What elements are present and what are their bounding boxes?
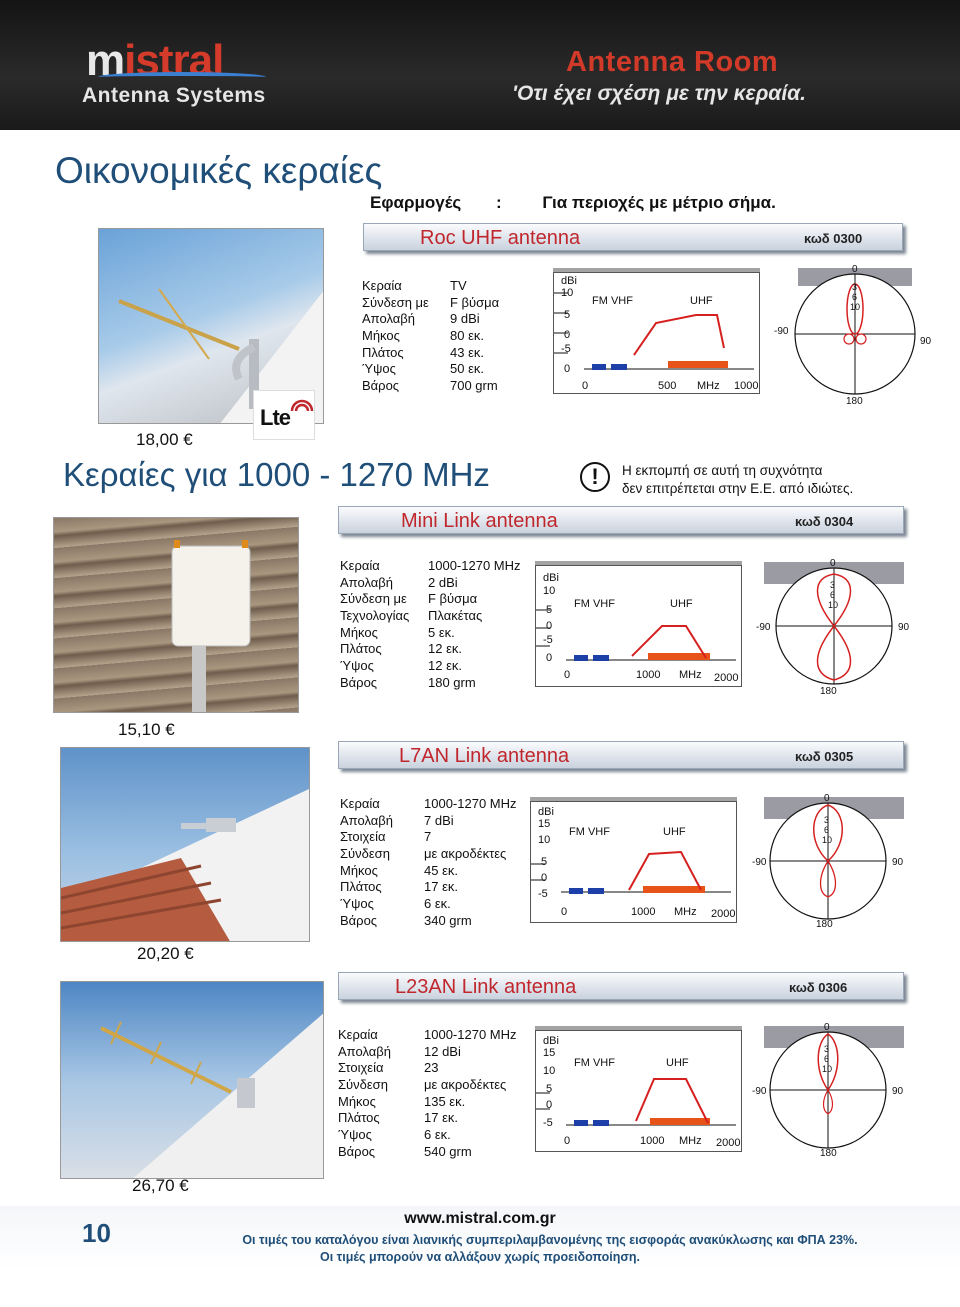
spec-label: Στοιχεία bbox=[338, 1060, 384, 1076]
product-bar-0306 bbox=[338, 972, 904, 1000]
chart-plot bbox=[531, 802, 738, 924]
polar-ring-10: 10 bbox=[850, 302, 861, 312]
chart-x-label: MHz bbox=[697, 380, 720, 392]
polar-ring-10: 10 bbox=[828, 600, 839, 610]
polar-label-0: 0 bbox=[830, 558, 836, 569]
spec-label: Ύψος bbox=[362, 361, 396, 377]
chart-band-label: UHF bbox=[663, 826, 686, 838]
chart-x-label: 1000 bbox=[631, 906, 656, 918]
chart-x-label: MHz bbox=[679, 669, 702, 681]
product-name: L23AN Link antenna bbox=[395, 976, 577, 998]
application-line bbox=[370, 193, 776, 213]
polar-label-0: 0 bbox=[824, 1022, 830, 1033]
spec-label: Βάρος bbox=[340, 674, 378, 690]
spec-value: 7 dBi bbox=[424, 812, 454, 828]
spec-label: Σύνδεση bbox=[338, 1077, 388, 1093]
spec-label: Μήκος bbox=[340, 862, 378, 878]
polar-ring-6: 6 bbox=[824, 825, 830, 835]
chart-x-label: 0 bbox=[564, 669, 571, 681]
warning-line-1: Η εκπομπή σε αυτή τη συχνότητα bbox=[622, 463, 823, 478]
header-banner bbox=[0, 0, 960, 130]
chart-y-label: 10 bbox=[561, 287, 574, 299]
spec-value: με ακροδέκτες bbox=[424, 846, 507, 862]
spec-value: 45 εκ. bbox=[424, 862, 458, 878]
chart-y-label: -5 bbox=[538, 888, 548, 900]
uhf-band-marker bbox=[668, 361, 728, 368]
spec-label: Πλάτος bbox=[338, 1110, 380, 1126]
chart-x-label: 0 bbox=[561, 906, 568, 918]
specs-0306 bbox=[338, 1027, 517, 1161]
chart-y-unit: dBi bbox=[561, 275, 577, 287]
chart-y-label: 10 bbox=[543, 585, 556, 597]
chart-band-label: UHF bbox=[670, 598, 693, 610]
chart-y-label: 0 bbox=[546, 652, 553, 664]
chart-x-label: 1000 bbox=[640, 1135, 665, 1147]
spec-label: Κεραία bbox=[340, 558, 380, 573]
spec-label: Σύνδεση με bbox=[362, 294, 429, 310]
polar-label-right: 90 bbox=[892, 857, 904, 868]
spec-value: 1000-1270 MHz bbox=[424, 1027, 517, 1042]
chart-y-label: 5 bbox=[564, 309, 571, 321]
polar-label-bottom: 180 bbox=[820, 686, 837, 697]
chart-plot bbox=[554, 273, 761, 395]
fm-band-marker bbox=[569, 888, 583, 894]
logo-m: m bbox=[86, 36, 125, 85]
spec-label: Κεραία bbox=[338, 1027, 378, 1042]
chart-y-label: 10 bbox=[543, 1065, 556, 1077]
polar-label-left: -90 bbox=[752, 1086, 767, 1097]
spec-label: Μήκος bbox=[340, 624, 378, 640]
chart-band-label: FM VHF bbox=[592, 295, 633, 307]
chart-band-label: FM VHF bbox=[569, 826, 610, 838]
spec-value: Πλακέτας bbox=[428, 608, 483, 624]
polar-ring-3: 3 bbox=[830, 580, 836, 590]
lte-logo-text: Lte bbox=[260, 405, 290, 430]
spec-label: Πλάτος bbox=[340, 641, 382, 657]
spec-value: 12 εκ. bbox=[428, 641, 462, 657]
polar-0305 bbox=[752, 793, 922, 933]
chart-x-label: 0 bbox=[582, 380, 589, 392]
specs-0304 bbox=[340, 558, 521, 692]
chart-y-label: 5 bbox=[541, 856, 548, 868]
polar-ring-10: 10 bbox=[822, 835, 833, 845]
spec-label: Πλάτος bbox=[340, 879, 382, 895]
vhf-band-marker bbox=[611, 364, 627, 370]
polar-label-bottom: 180 bbox=[816, 919, 833, 930]
spec-value: 17 εκ. bbox=[424, 879, 458, 895]
spec-value: 1000-1270 MHz bbox=[424, 796, 517, 811]
chart-x-label: 500 bbox=[658, 380, 677, 392]
chart-plot bbox=[536, 1031, 743, 1153]
spec-value: 12 εκ. bbox=[428, 658, 462, 674]
spec-value: 135 εκ. bbox=[424, 1093, 466, 1109]
chart-y-label: 15 bbox=[543, 1047, 556, 1059]
polar-label-0: 0 bbox=[824, 793, 830, 804]
spec-label: Απολαβή bbox=[338, 1043, 391, 1059]
spec-value: 1000-1270 MHz bbox=[428, 558, 521, 573]
chart-x-label: 0 bbox=[564, 1135, 571, 1147]
spec-value: F βύσμα bbox=[450, 294, 500, 310]
polar-label-right: 90 bbox=[892, 1086, 904, 1097]
price-0300: 18,00 € bbox=[136, 430, 193, 449]
spec-value: 43 εκ. bbox=[450, 344, 484, 360]
gain-chart-0304 bbox=[535, 565, 742, 687]
polar-ring-6: 6 bbox=[852, 292, 858, 302]
product-code: κωδ 0306 bbox=[789, 980, 848, 995]
product-code: κωδ 0304 bbox=[795, 514, 854, 529]
spec-value: 80 εκ. bbox=[450, 328, 484, 344]
spec-value: 50 εκ. bbox=[450, 361, 484, 377]
chart-y-unit: dBi bbox=[538, 806, 554, 818]
chart-y-label: -5 bbox=[543, 1117, 553, 1129]
logo-subtitle: Antenna Systems bbox=[82, 84, 266, 107]
chart-x-label: 2000 bbox=[714, 672, 739, 684]
specs-0305 bbox=[340, 796, 517, 930]
warning-icon: ! bbox=[580, 462, 610, 492]
spec-label: Πλάτος bbox=[362, 344, 404, 360]
polar-ring-10: 10 bbox=[822, 1064, 833, 1074]
spec-label: Μήκος bbox=[338, 1093, 376, 1109]
product-code: κωδ 0300 bbox=[804, 231, 863, 246]
chart-x-label: 2000 bbox=[711, 908, 736, 920]
spec-label: Ύψος bbox=[340, 658, 374, 674]
polar-label-bottom: 180 bbox=[846, 396, 863, 407]
lte-logo bbox=[253, 390, 315, 440]
spec-value: 9 dBi bbox=[450, 311, 480, 327]
spec-value: 340 grm bbox=[424, 912, 472, 928]
uhf-band-marker bbox=[648, 653, 710, 660]
polar-label-left: -90 bbox=[774, 326, 789, 337]
header-title: Antenna Room bbox=[566, 46, 779, 78]
spec-label: Βάρος bbox=[338, 1143, 376, 1159]
specs-0300 bbox=[362, 278, 499, 395]
spec-label: Απολαβή bbox=[340, 574, 393, 590]
chart-y-unit: dBi bbox=[543, 572, 559, 584]
polar-ring-3: 3 bbox=[852, 282, 858, 292]
polar-label-left: -90 bbox=[756, 622, 771, 633]
spec-value: 7 bbox=[424, 829, 432, 845]
section-title-1000-1270: Κεραίες για 1000 - 1270 MHz bbox=[63, 456, 490, 493]
spec-value: TV bbox=[450, 278, 467, 293]
chart-x-label: 2000 bbox=[716, 1137, 741, 1149]
signal-arcs-icon bbox=[290, 395, 314, 413]
uhf-band-marker bbox=[643, 886, 705, 893]
vhf-band-marker bbox=[593, 655, 609, 661]
polar-label-right: 90 bbox=[920, 336, 932, 347]
spec-label: Τεχνολογίας bbox=[340, 608, 410, 624]
footer-note-2: Οι τιμές μπορούν να αλλάξουν χωρίς προειδοποίηση. bbox=[319, 1250, 641, 1264]
gain-curve bbox=[629, 852, 701, 890]
page-number: 10 bbox=[82, 1218, 111, 1248]
spec-label: Βάρος bbox=[362, 378, 400, 394]
chart-x-label: MHz bbox=[679, 1135, 702, 1147]
application-sep: : bbox=[495, 193, 502, 212]
product-bar-0305 bbox=[338, 741, 904, 769]
spec-value: 540 grm bbox=[424, 1143, 472, 1159]
spec-label: Ύψος bbox=[340, 896, 374, 912]
polar-ring-6: 6 bbox=[824, 1054, 830, 1064]
chart-band-label: FM VHF bbox=[574, 1057, 615, 1069]
polar-0306 bbox=[752, 1022, 922, 1162]
spec-label: Βάρος bbox=[340, 912, 378, 928]
spec-label: Μήκος bbox=[362, 328, 400, 344]
price-0304: 15,10 € bbox=[118, 720, 175, 739]
spec-value: 5 εκ. bbox=[428, 624, 455, 640]
application-label: Εφαρμογές bbox=[370, 193, 462, 212]
product-name: Mini Link antenna bbox=[401, 510, 558, 532]
polar-label-bottom: 180 bbox=[820, 1148, 837, 1159]
chart-band-label: UHF bbox=[666, 1057, 689, 1069]
price-0306: 26,70 € bbox=[132, 1176, 189, 1195]
chart-y-label: 0 bbox=[564, 329, 571, 341]
product-code: κωδ 0305 bbox=[795, 749, 854, 764]
spec-label: Κεραία bbox=[340, 796, 380, 811]
polar-label-left: -90 bbox=[752, 857, 767, 868]
chart-band-label: UHF bbox=[690, 295, 713, 307]
spec-value: με ακροδέκτες bbox=[424, 1077, 507, 1093]
polar-ring-3: 3 bbox=[824, 815, 830, 825]
uhf-band-marker bbox=[650, 1118, 710, 1125]
product-name: Roc UHF antenna bbox=[420, 227, 581, 249]
spec-value: 180 grm bbox=[428, 674, 476, 690]
polar-0300 bbox=[770, 264, 940, 408]
logo-swoosh-icon bbox=[98, 72, 266, 82]
chart-y-label: -5 bbox=[561, 343, 571, 355]
polar-label-0: 0 bbox=[852, 264, 858, 275]
spec-value: 23 bbox=[424, 1060, 439, 1076]
spec-value: F βύσμα bbox=[428, 591, 478, 607]
spec-label: Απολαβή bbox=[340, 812, 393, 828]
product-photo-l7an bbox=[60, 747, 310, 942]
spec-label: Ύψος bbox=[338, 1127, 372, 1143]
polar-label-right: 90 bbox=[898, 622, 910, 633]
fm-band-marker bbox=[592, 364, 606, 370]
product-bar-0300 bbox=[363, 223, 903, 251]
chart-x-label: 1000 bbox=[734, 380, 759, 392]
gain-curve bbox=[634, 315, 724, 355]
product-name: L7AN Link antenna bbox=[399, 745, 570, 767]
product-photo-l23an bbox=[60, 981, 324, 1179]
chart-y-label: 10 bbox=[538, 834, 551, 846]
page-title: Οικονομικές κεραίες bbox=[55, 150, 383, 191]
product-bar-0304 bbox=[338, 506, 904, 534]
chart-y-label: 5 bbox=[546, 604, 553, 616]
chart-band-label: FM VHF bbox=[574, 598, 615, 610]
chart-y-label: 15 bbox=[538, 818, 551, 830]
spec-value: 6 εκ. bbox=[424, 896, 451, 912]
chart-plot bbox=[536, 566, 743, 688]
spec-value: 6 εκ. bbox=[424, 1127, 451, 1143]
product-photo-minilink bbox=[53, 517, 299, 713]
spec-label: Σύνδεση με bbox=[340, 591, 407, 607]
spec-label: Στοιχεία bbox=[340, 829, 386, 845]
header-subtitle: 'Οτι έχει σχέση με την κεραία. bbox=[512, 82, 807, 105]
logo-rest: istral bbox=[124, 36, 224, 85]
polar-0304 bbox=[752, 558, 922, 698]
spec-value: 12 dBi bbox=[424, 1043, 461, 1059]
gain-chart-0306 bbox=[535, 1030, 742, 1152]
vhf-band-marker bbox=[588, 888, 604, 894]
spec-value: 2 dBi bbox=[428, 574, 458, 590]
chart-y-label: 5 bbox=[546, 1083, 553, 1095]
spec-label: Σύνδεση bbox=[340, 846, 390, 862]
spec-label: Απολαβή bbox=[362, 311, 415, 327]
chart-y-unit: dBi bbox=[543, 1035, 559, 1047]
chart-y-label: 0 bbox=[541, 872, 548, 884]
chart-x-label: MHz bbox=[674, 906, 697, 918]
gain-chart-0300 bbox=[553, 272, 760, 394]
chart-y-label: -5 bbox=[543, 634, 553, 646]
vhf-band-marker bbox=[593, 1120, 609, 1126]
warning-line-2: δεν επιτρέπεται στην Ε.Ε. από ιδιώτες. bbox=[622, 481, 854, 496]
chart-y-label: 0 bbox=[564, 363, 571, 375]
gain-curve bbox=[636, 1079, 708, 1123]
price-0305: 20,20 € bbox=[137, 944, 194, 963]
footer-note-1: Οι τιμές του καταλόγου είναι λιανικής συμπεριλαμβανομένης της εισφοράς ανακύκλωσης και ΦΠΑ 23%. bbox=[242, 1233, 858, 1247]
chart-y-label: 0 bbox=[546, 1099, 553, 1111]
footer-url[interactable]: www.mistral.com.gr bbox=[404, 1210, 556, 1227]
spec-value: 700 grm bbox=[450, 378, 498, 394]
application-value: Για περιοχές με μέτριο σήμα. bbox=[542, 193, 776, 212]
gain-chart-0305 bbox=[530, 801, 737, 923]
spec-label: Κεραία bbox=[362, 278, 402, 293]
polar-ring-3: 3 bbox=[824, 1044, 830, 1054]
warning-text bbox=[622, 462, 922, 498]
fm-band-marker bbox=[574, 1120, 588, 1126]
spec-value: 17 εκ. bbox=[424, 1110, 458, 1126]
fm-band-marker bbox=[574, 655, 588, 661]
chart-x-label: 1000 bbox=[636, 669, 661, 681]
polar-ring-6: 6 bbox=[830, 590, 836, 600]
chart-y-label: 0 bbox=[546, 620, 553, 632]
